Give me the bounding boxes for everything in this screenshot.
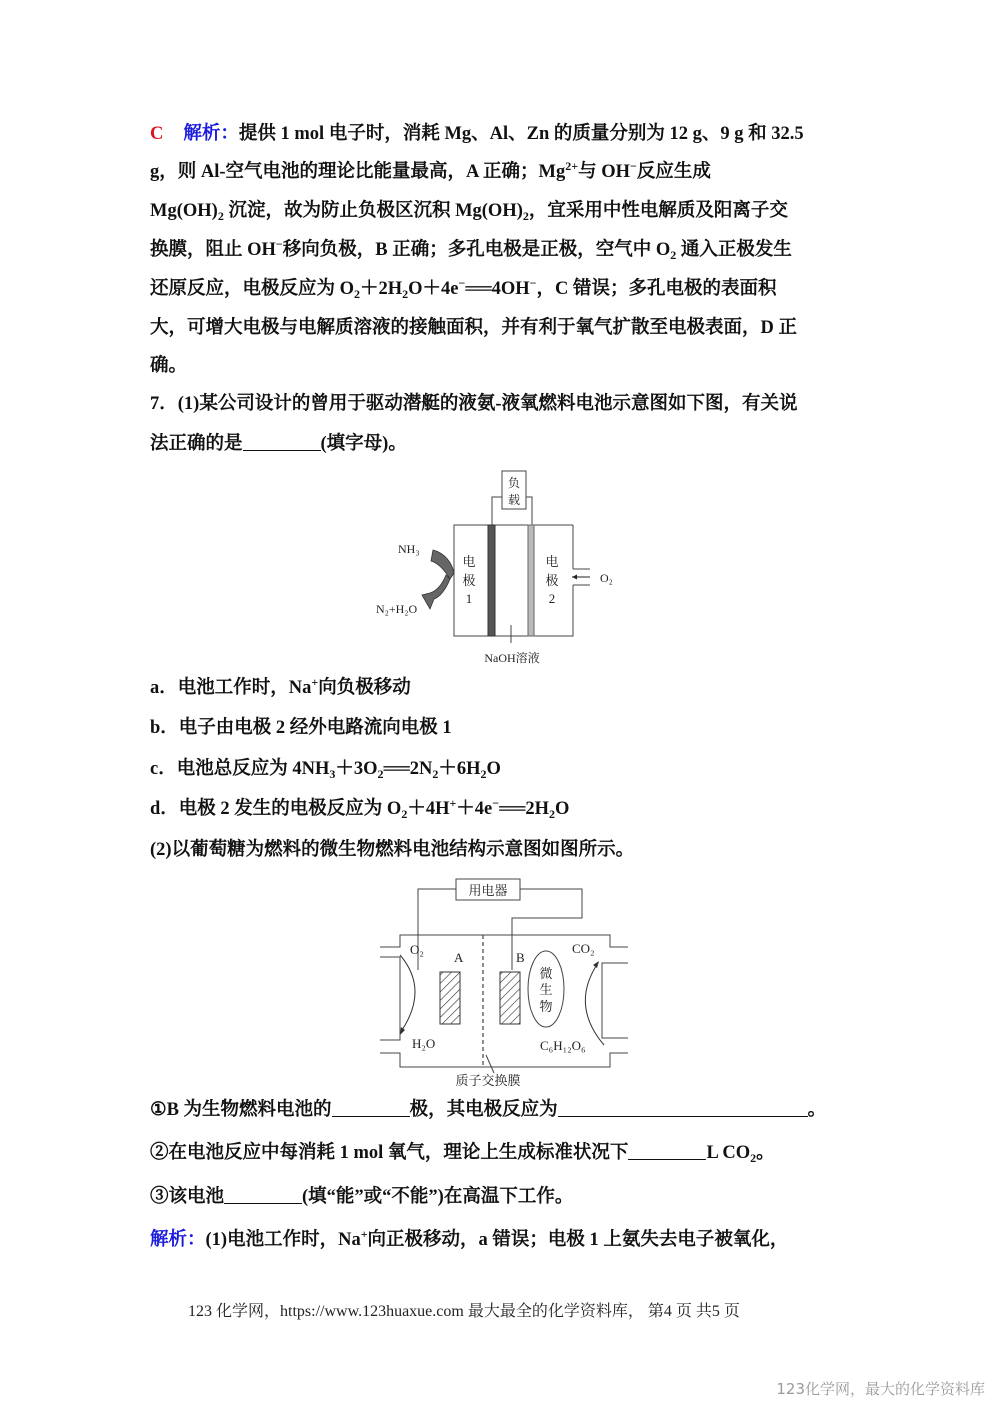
- subquestion-1: [150, 1098, 826, 1122]
- answer-blank[interactable]: [558, 1098, 808, 1117]
- text: ══2N: [383, 759, 433, 779]
- subscript: 2: [402, 287, 409, 301]
- option-a: [150, 676, 411, 700]
- microbe-label: 物: [539, 999, 553, 1014]
- watermark: 123化学网，最大的化学资料库: [776, 1380, 985, 1398]
- text: 法正确的是: [150, 434, 243, 454]
- answer-blank[interactable]: [243, 432, 321, 451]
- page-footer: 123 化学网，https://www.123huaxue.com 最大最全的化学资料库， 第4 页 共5 页: [188, 1303, 740, 1320]
- electrode-a: [440, 972, 460, 1024]
- answer-blank[interactable]: [224, 1185, 302, 1204]
- solution6-line5: [150, 277, 776, 301]
- superscript: −: [529, 276, 537, 290]
- left-chamber-inlet: [380, 957, 400, 1040]
- text: ①B 为生物燃料电池的: [150, 1100, 332, 1120]
- text: 提供 1 mol 电子时，消耗 Mg、Al、Zn 的质量分别为 12 g、9 g 和 32.5: [238, 124, 804, 144]
- subscript: 2: [354, 287, 361, 301]
- solution6-line7: 确。: [150, 356, 188, 376]
- text: L CO: [706, 1143, 751, 1163]
- o2-label: O₂: [410, 942, 424, 957]
- subscript: 2: [480, 767, 487, 781]
- superscript: −: [458, 276, 466, 290]
- text: ，C 错误；多孔电极的表面积: [536, 279, 777, 299]
- question7-stem-line1: 7．(1)某公司设计的曾用于驱动潜艇的液氨-液氧燃料电池示意图如下图，有关说: [150, 394, 798, 414]
- solution6-line1: [150, 122, 804, 146]
- device-label: 用电器: [468, 883, 508, 898]
- subscript: 2: [522, 209, 529, 223]
- load-label-1: 负: [507, 476, 521, 490]
- text: 还原反应，电极反应为 O: [150, 279, 355, 299]
- microbe-label: 微: [539, 966, 553, 981]
- electrode1-label: 电: [462, 554, 476, 569]
- text: g，则 Al-空气电池的理论比能量最高，A 正确；Mg: [150, 162, 566, 182]
- glucose-label: C₆H₁₂O₆: [540, 1038, 586, 1053]
- wire-to-a: [418, 889, 456, 970]
- text: 。: [756, 1143, 775, 1163]
- superscript: −: [629, 159, 637, 173]
- o2-flow-arrow: [400, 955, 415, 1033]
- text: ，宜采用中性电解质及阳离子交: [528, 201, 788, 221]
- superscript: +: [449, 796, 457, 810]
- text: (填字母)。: [320, 434, 407, 454]
- subscript: 2: [401, 807, 408, 821]
- electrode1-label: 极: [462, 573, 476, 588]
- solution6-line2: [150, 160, 711, 184]
- subscript: 2: [377, 767, 384, 781]
- text: 反应生成: [636, 162, 711, 182]
- subscript: 2: [750, 1151, 757, 1165]
- nh3-inlet-arrow: [431, 550, 454, 579]
- text: Mg(OH): [150, 201, 218, 221]
- text: 沉淀，故为防止负极区沉积 Mg(OH): [223, 201, 523, 221]
- text: (1)电池工作时，Na: [205, 1230, 361, 1250]
- right-chamber-inlet: [602, 963, 628, 1038]
- text: 通入正极发生: [676, 240, 792, 260]
- o2-label: O₂: [600, 571, 613, 585]
- question7-stem-line2: [150, 432, 407, 456]
- electrode2-label: 2: [548, 591, 556, 606]
- wire-left: [492, 497, 502, 525]
- h2o-label: H₂O: [412, 1036, 436, 1051]
- subquestion-3: [150, 1185, 573, 1209]
- superscript: −: [275, 237, 283, 251]
- naoh-solution-label: NaOH溶液: [484, 651, 540, 665]
- electrode-1-plate: [488, 525, 495, 636]
- option-c: [150, 757, 501, 781]
- text: 向正极移动，a 错误；电极 1 上氨失去电子被氧化，: [367, 1230, 789, 1250]
- subquestion-2: [150, 1141, 775, 1165]
- n2-h2o-label: N₂+H₂O: [376, 602, 418, 616]
- text: O: [554, 799, 570, 819]
- superscript: +: [360, 1227, 368, 1241]
- electrode-2-plate: [528, 525, 534, 636]
- text: 移向负极，B 正确；多孔电极是正极，空气中 O: [282, 240, 671, 260]
- ammonia-fuel-cell-diagram: [376, 465, 640, 670]
- subscript: 2: [217, 209, 224, 223]
- text: d．电极 2 发生的电极反应为 O: [150, 799, 402, 819]
- electrode1-label: 1: [465, 591, 473, 606]
- text: 。: [807, 1100, 827, 1120]
- solution-label: 解析：: [183, 124, 239, 144]
- text: ＋6H: [438, 759, 481, 779]
- text: ②在电池反应中每消耗 1 mol 氧气，理论上生成标准状况下: [150, 1143, 629, 1163]
- solution-label: 解析：: [150, 1230, 206, 1250]
- cell-bottom: [380, 1053, 628, 1067]
- microbe-label: 生: [539, 982, 553, 997]
- answer-blank[interactable]: [628, 1141, 706, 1160]
- microbial-fuel-cell-diagram: [370, 875, 630, 1090]
- text: 极，其电极反应为: [409, 1100, 558, 1120]
- solution6-line3: [150, 199, 788, 223]
- electrode2-label: 电: [545, 554, 559, 569]
- text: O: [486, 759, 501, 779]
- text: c．电池总反应为 4NH: [150, 759, 330, 779]
- option-b: b．电子由电极 2 经外电路流向电极 1: [150, 718, 452, 738]
- subscript: 2: [670, 248, 677, 262]
- text: ③该电池: [150, 1187, 225, 1207]
- text: ══4OH: [465, 279, 530, 299]
- electrode-a-label: A: [454, 950, 464, 965]
- wire-right: [526, 497, 532, 525]
- outlet-arrow: [422, 575, 450, 609]
- text: ＋2H: [360, 279, 403, 299]
- subscript: 3: [329, 767, 336, 781]
- solution6-line4: [150, 238, 792, 262]
- solution7-line1: [150, 1228, 788, 1252]
- electrode-b-label: B: [516, 950, 525, 965]
- text: O＋4e: [408, 279, 459, 299]
- text: 换膜，阻止 OH: [150, 240, 276, 260]
- membrane-pointer: [486, 1055, 494, 1073]
- superscript: −: [492, 796, 500, 810]
- answer-blank[interactable]: [332, 1098, 410, 1117]
- text: a．电池工作时，Na: [150, 678, 312, 698]
- text: 与 OH: [578, 162, 630, 182]
- superscript: 2+: [565, 159, 579, 173]
- text: ══2H: [499, 799, 549, 819]
- text: (填“能”或“不能”)在高温下工作。: [302, 1187, 574, 1207]
- membrane-label: 质子交换膜: [455, 1073, 521, 1088]
- text: ＋3O: [335, 759, 378, 779]
- subscript: 2: [432, 767, 439, 781]
- option-d: [150, 797, 569, 821]
- text: ＋4H: [407, 799, 450, 819]
- superscript: +: [311, 675, 319, 689]
- electrode2-label: 极: [545, 573, 559, 588]
- answer-letter: C: [150, 124, 164, 144]
- electrode-b: [500, 972, 520, 1024]
- nh3-label: NH₃: [398, 542, 420, 556]
- question7-part2-stem: (2)以葡萄糖为燃料的微生物燃料电池结构示意图如图所示。: [150, 840, 635, 860]
- co2-flow-arrow: [585, 963, 604, 1045]
- text: 向负极移动: [318, 678, 411, 698]
- text: ＋4e: [456, 799, 493, 819]
- solution6-line6: 大，可增大电极与电解质溶液的接触面积，并有利于氧气扩散至电极表面，D 正: [150, 318, 797, 338]
- co2-label: CO₂: [572, 941, 595, 956]
- subscript: 2: [548, 807, 555, 821]
- load-label-2: 载: [507, 493, 521, 507]
